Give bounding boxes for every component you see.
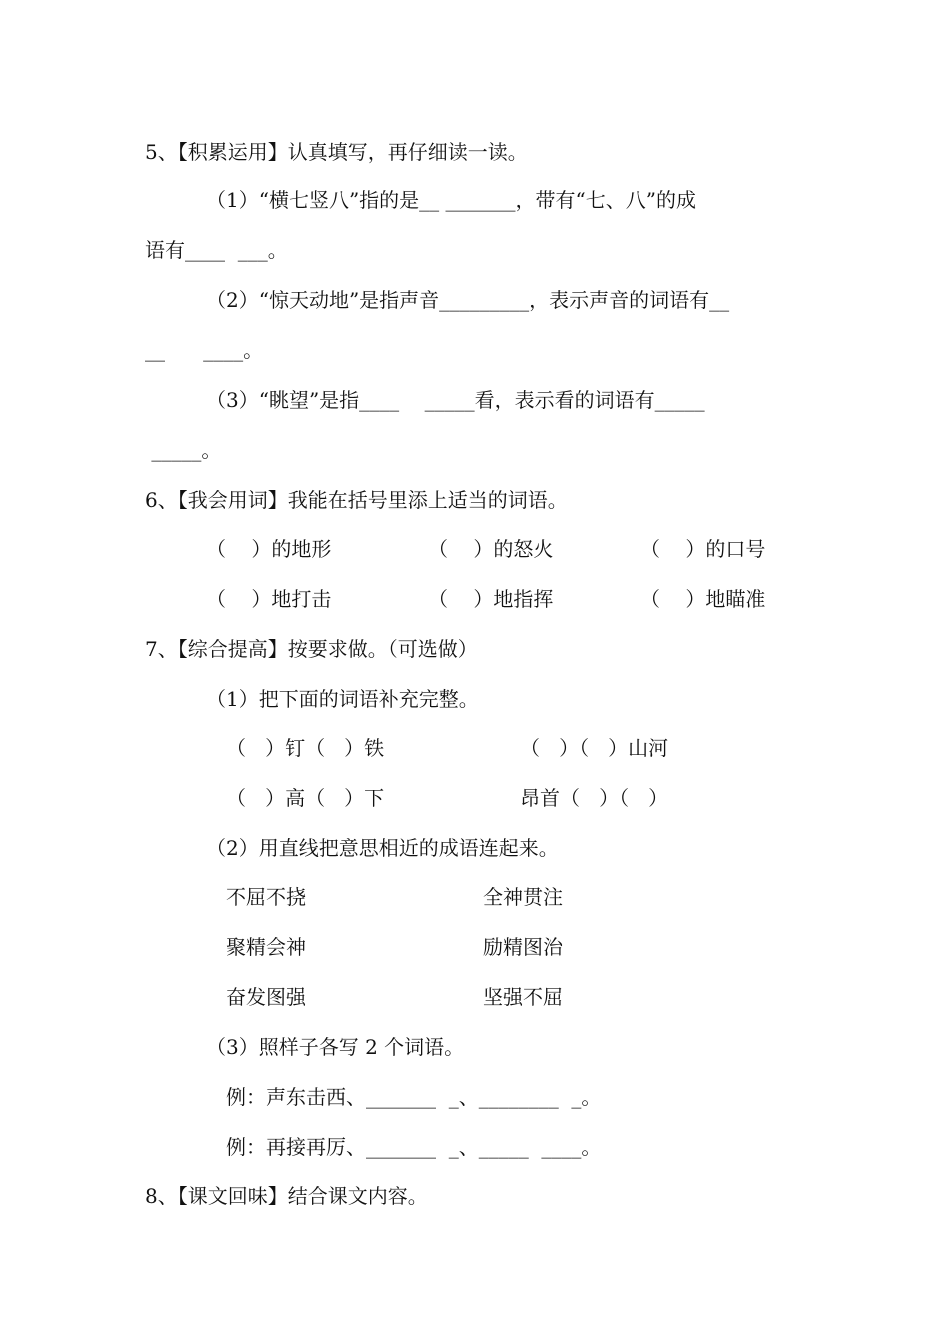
q7-idiom-blank: （ ）（ ）山河: [520, 736, 669, 760]
match-left-item: 不屈不挠: [226, 885, 306, 909]
q5-title: 5、【积累运用】认真填写，再仔细读一读。: [145, 140, 528, 164]
q5-part1-line2: 语有____ ___。: [145, 238, 288, 262]
q8-title: 8、【课文回味】结合课文内容。: [145, 1184, 428, 1208]
match-right-item: 励精图治: [483, 935, 563, 959]
match-left-item: 聚精会神: [226, 935, 306, 959]
match-right-item: 全神贯注: [483, 885, 563, 909]
q5-part1-line1: （1）“横七竖八”指的是__ _______，带有“七、八”的成: [206, 188, 696, 212]
q6-blank: （ ）地指挥: [428, 587, 554, 611]
q7-idiom-blank: 昂首（ ）（ ）: [520, 786, 669, 810]
q5-part3-line2: _____。: [145, 438, 222, 462]
q5-part2-line2: __ ____。: [145, 338, 264, 362]
q6-blank: （ ）的地形: [206, 537, 332, 561]
match-right-item: 坚强不屈: [483, 985, 563, 1009]
match-left-item: 奋发图强: [226, 985, 306, 1009]
q5-part3-line1: （3）“眺望”是指____ _____看，表示看的词语有_____: [206, 388, 705, 412]
q6-blank: （ ）的怒火: [428, 537, 554, 561]
q7-part1: （1）把下面的词语补充完整。: [206, 687, 479, 711]
q7-part2: （2）用直线把意思相近的成语连起来。: [206, 836, 559, 860]
q6-blank: （ ）的口号: [640, 537, 766, 561]
q6-blank: （ ）地打击: [206, 587, 332, 611]
q7-example-1: 例：声东击西、_______ _、________ _。: [226, 1085, 602, 1109]
q7-idiom-blank: （ ）钉（ ）铁: [226, 736, 385, 760]
q7-example-2: 例：再接再厉、_______ _、_____ ____。: [226, 1135, 602, 1159]
q7-idiom-blank: （ ）高（ ）下: [226, 786, 385, 810]
q7-title: 7、【综合提高】按要求做。（可选做）: [145, 637, 478, 661]
q6-blank: （ ）地瞄准: [640, 587, 766, 611]
q7-part3: （3）照样子各写 2 个词语。: [206, 1035, 465, 1059]
q5-part2-line1: （2）“惊天动地”是指声音_________，表示声音的词语有__: [206, 288, 730, 312]
q6-title: 6、【我会用词】我能在括号里添上适当的词语。: [145, 488, 568, 512]
